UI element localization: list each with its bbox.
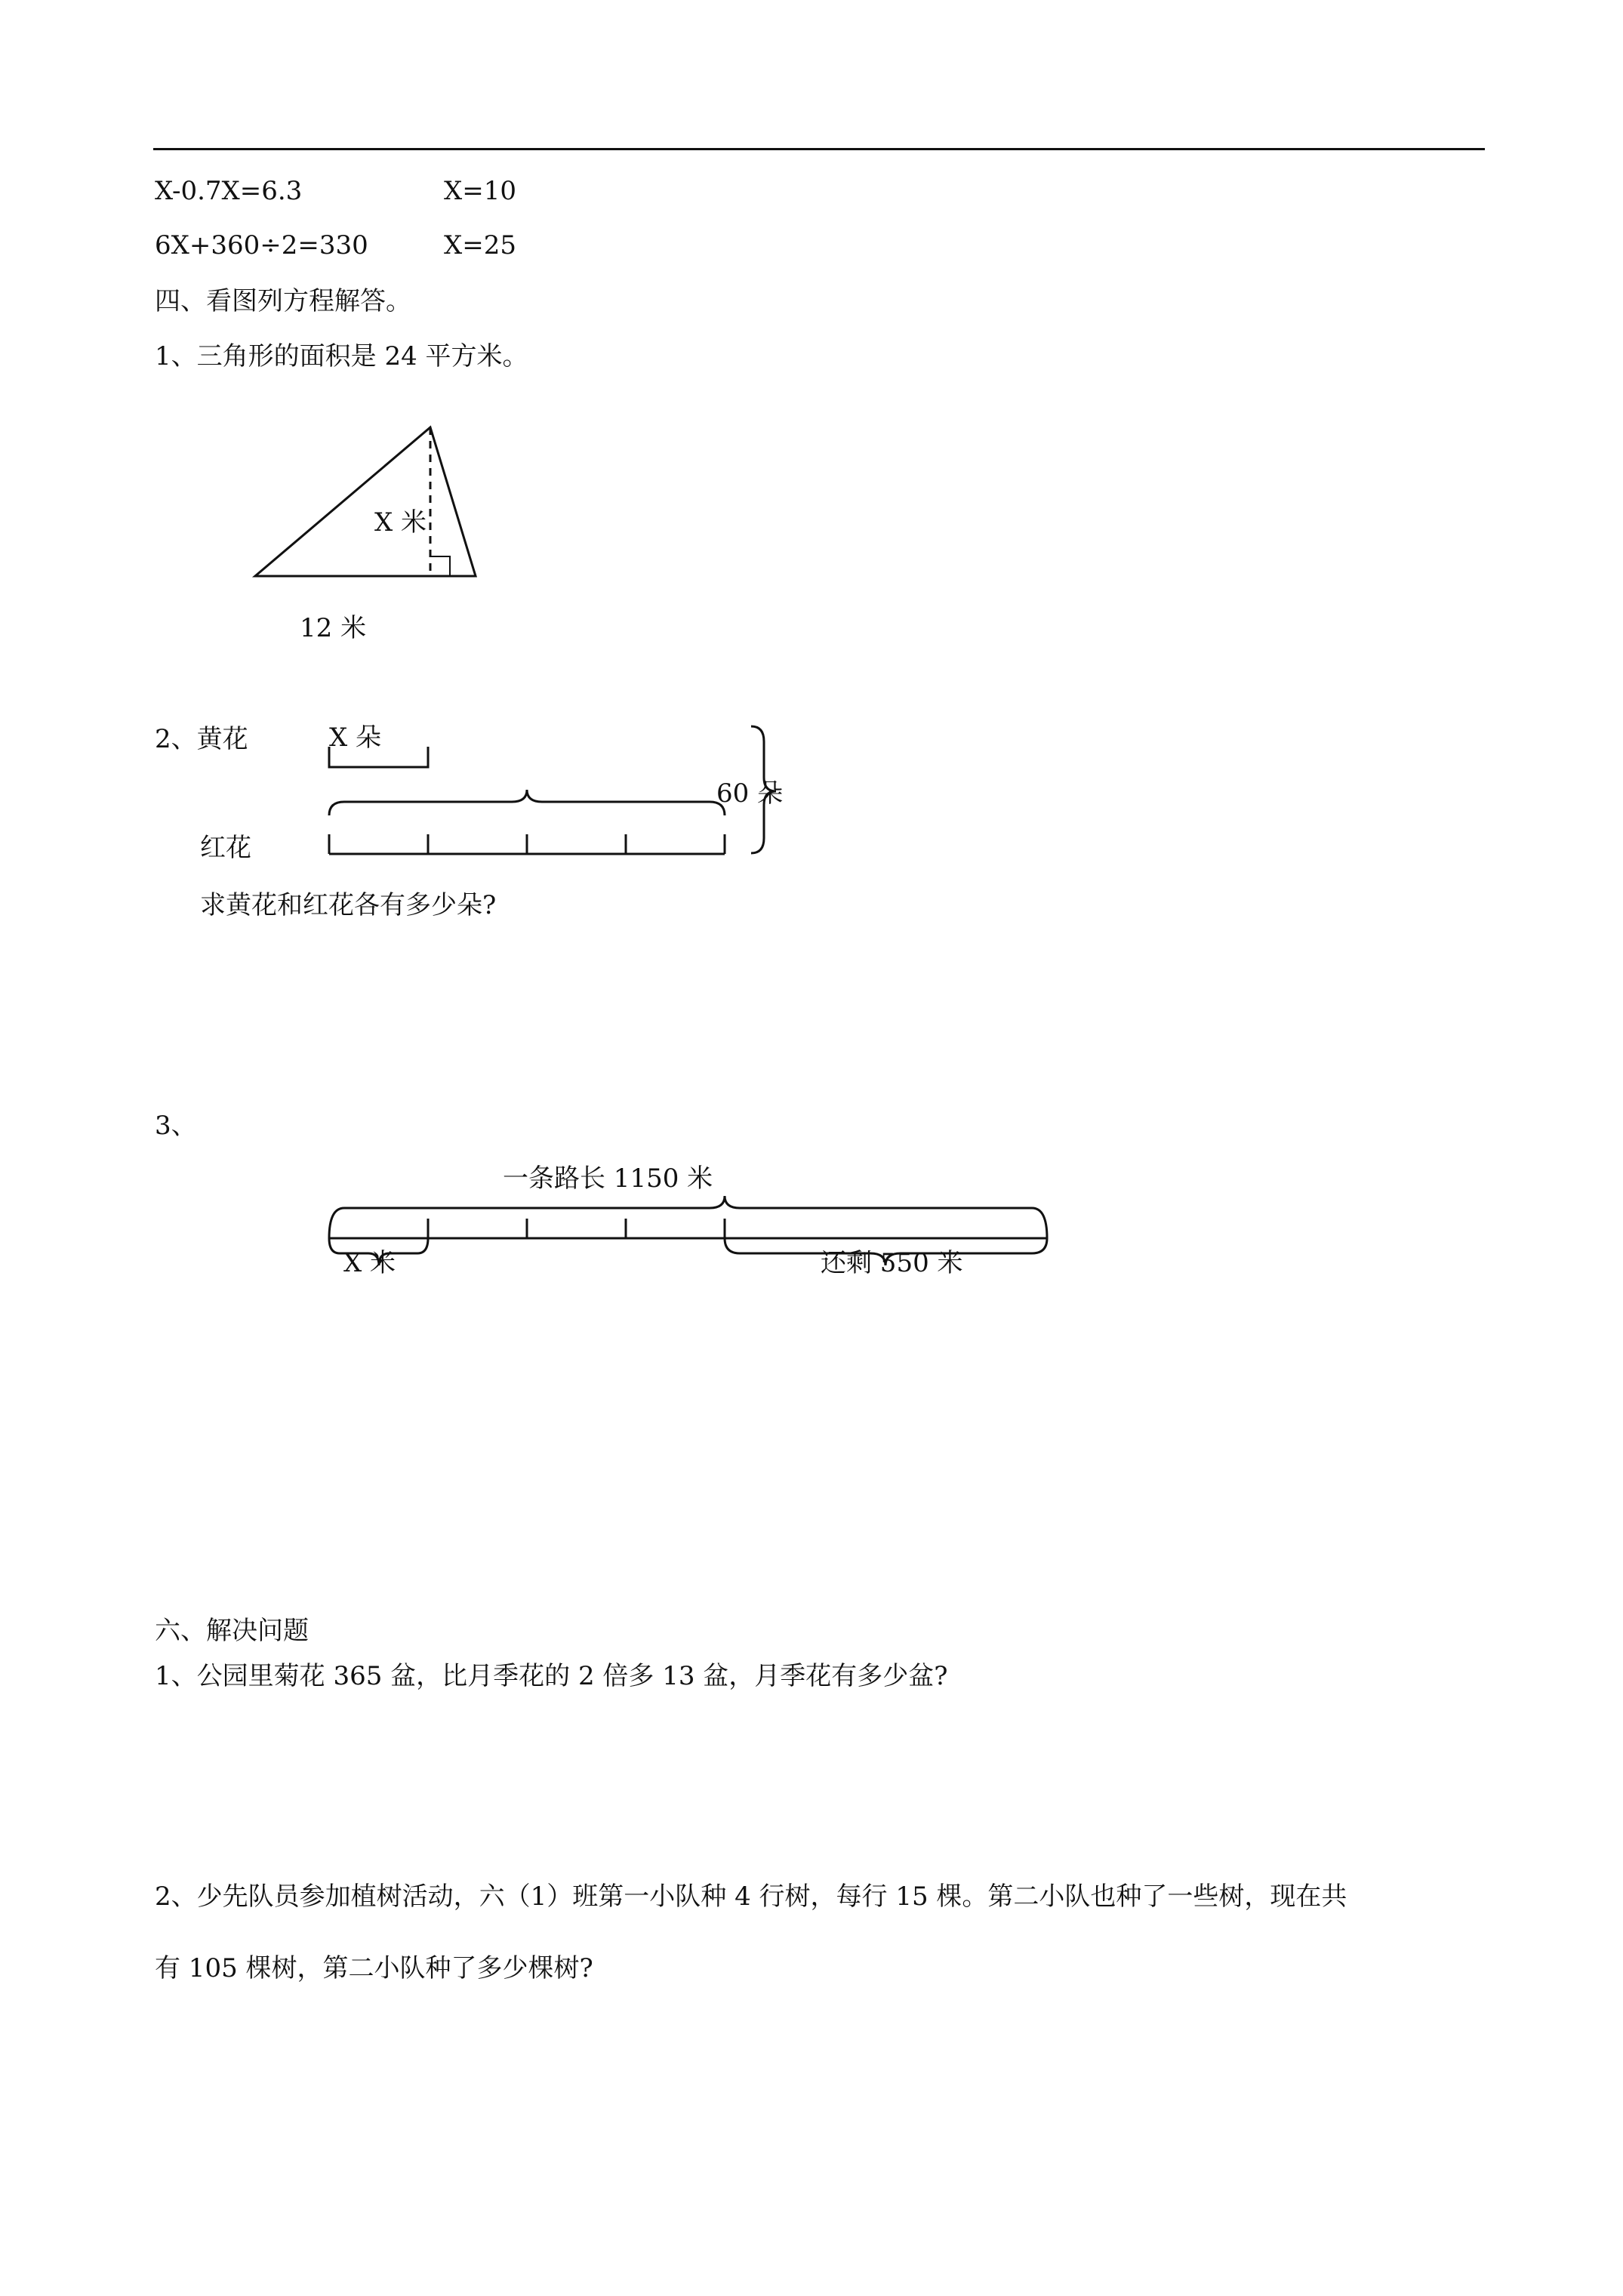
q3-total-label: 一条路长 1150 米 [503, 1163, 713, 1194]
right-angle-mark [430, 556, 450, 576]
flower-bar-model [329, 723, 776, 854]
q2-red-label: 红花 [200, 833, 251, 863]
q3-remain-label: 还剩 550 米 [821, 1248, 963, 1278]
equation-2-expr: 6X+360÷2=330 [155, 230, 368, 260]
q2-question: 求黄花和红花各有多少朵? [200, 890, 497, 920]
triangle-outline [255, 427, 476, 576]
road-total-brace [329, 1196, 1047, 1238]
equation-2-answer: X=25 [444, 230, 516, 260]
q2-yellow-label: 2、黄花 [155, 724, 248, 754]
equation-1-expr: X-0.7X=6.3 [155, 176, 303, 206]
q3-segment-label: X 米 [343, 1248, 396, 1278]
section-6-q2-line2: 有 105 棵树，第二小队种了多少棵树? [155, 1953, 593, 1983]
section-6-q1: 1、公园里菊花 365 盆，比月季花的 2 倍多 13 盆，月季花有多少盆? [155, 1661, 948, 1691]
equation-1-answer: X=10 [444, 176, 516, 206]
q1-text: 1、三角形的面积是 24 平方米。 [155, 341, 528, 371]
q3-number: 3、 [155, 1111, 197, 1141]
triangle-height-label: X 米 [374, 507, 427, 538]
section-6-heading: 六、解决问题 [155, 1616, 309, 1646]
triangle-base-label: 12 米 [300, 613, 367, 643]
q2-yellow-qty: X 朵 [329, 723, 382, 753]
section-6-q2-line1: 2、少先队员参加植树活动，六（1）班第一小队种 4 行树，每行 15 棵。第二小队也种了一些树，现在共 [155, 1881, 1347, 1912]
q2-total-label: 60 朵 [716, 778, 784, 809]
triangle-figure [255, 427, 476, 576]
red-brace [329, 790, 725, 815]
section-4-heading: 四、看图列方程解答。 [155, 286, 411, 316]
